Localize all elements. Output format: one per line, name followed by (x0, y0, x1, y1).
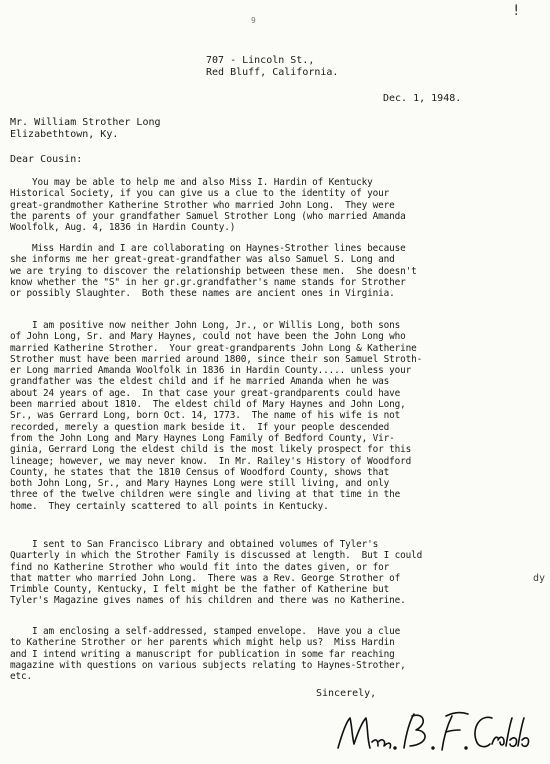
text-line: about 24 years of age. In that case your great-grandparents could have (10, 387, 401, 399)
text-line: married Katherine Strother. Your great-grandparents John Long & Katherine (10, 342, 417, 354)
text-line: three of the twelve children were single and living at that time in the (10, 489, 401, 501)
text-line: Tyler's Magazine gives names of his children and there was no Katherine. (10, 595, 406, 607)
closing: Sincerely, (316, 688, 377, 699)
text-line: Trimble County, Kentucky, I felt might be the father of Katherine but (10, 584, 390, 596)
text-line: been married about 1810. The eldest child of Mary Haynes and John Long, (10, 399, 406, 411)
signature-graphic (332, 704, 532, 760)
return-address-line: Red Bluff, California. (206, 67, 339, 78)
text-line: great-grandmother Katherine Strother who married John Long. They were (10, 199, 395, 211)
margin-handwritten-mark: dy (533, 573, 546, 584)
return-address (206, 55, 338, 79)
text-line: You may be able to help me and also Miss I. Hardin of Kentucky (10, 177, 373, 188)
paragraph-4 (10, 539, 550, 607)
handwritten-signature (332, 704, 532, 764)
text-line: to Katherine Strother or her parents which might help us? Miss Hardin (10, 637, 395, 649)
text-line: that matter who married John Long. There was a Rev. George Strother of (10, 572, 401, 584)
text-line: Sr., was Gerrard Long, born Oct. 14, 1773. The name of his wife is not (10, 410, 401, 422)
text-line: I am enclosing a self-addressed, stamped envelope. Have you a clue (10, 626, 401, 637)
text-line: Miss Hardin and I are collaborating on Haynes-Strother lines because (10, 243, 406, 254)
text-line: we are trying to discover the relationship between these men. She doesn't (10, 265, 417, 277)
text-line: she informs me her great-great-grandfather was also Samuel S. Long and (10, 254, 395, 266)
text-line: magazine with questions on various subjects relating to Haynes-Strother, (10, 659, 406, 671)
paragraph-2 (10, 243, 550, 299)
return-address-line: 707 - Lincoln St., (206, 55, 315, 66)
recipient-address (10, 117, 161, 141)
recipient-line: Elizabethtown, Ky. (10, 129, 119, 140)
text-line: home. They certainly scattered to all points in Kentucky. (10, 500, 329, 512)
text-line: County, he states that the 1810 Census of Woodford County, shows that (10, 466, 390, 478)
recipient-line: Mr. William Strother Long (10, 117, 161, 128)
text-line: lineage; however, we may never know. In Mr. Railey's History of Woodford (10, 455, 412, 467)
corner-mark: ! (512, 3, 521, 19)
text-line: both John Long, Sr., and Mary Haynes Long were still living, and only (10, 478, 390, 490)
page-number-mark: 9 (251, 16, 256, 25)
paragraph-1 (10, 177, 550, 233)
text-line: Strother must have been married around 1800, since their son Samuel Stroth- (10, 353, 423, 365)
text-line: of John Long, Sr. and Mary Haynes, could not have been the John Long who (10, 331, 406, 343)
text-line: I am positive now neither John Long, Jr., or Willis Long, both sons (10, 320, 401, 331)
salutation: Dear Cousin: (10, 154, 83, 165)
text-line: Woolfolk, Aug. 4, 1836 in Hardin County.) (10, 222, 236, 234)
text-line: and I intend writing a manuscript for publication in some far reaching (10, 648, 395, 660)
text-line: Historical Society, if you can give us a clue to the identity of your (10, 188, 390, 200)
paragraph-3 (10, 320, 550, 512)
text-line: find no Katherine Strother who would fit into the dates given, or for (10, 561, 390, 573)
paragraph-5 (10, 626, 550, 682)
text-line: grandfather was the eldest child and if he married Amanda when he was (10, 376, 390, 388)
text-line: know whether the "S" in her gr.gr.grandfather's name stands for Strother (10, 276, 406, 288)
text-line: recorded, merely a question mark beside it. If your people descended (10, 421, 390, 433)
text-line: ginia, Gerrard Long the eldest child is the most likely prospect for this (10, 444, 412, 456)
text-line: er Long married Amanda Woolfolk in 1836 in Hardin County..... unless your (10, 365, 412, 377)
text-line: Quarterly in which the Strother Family is discussed at length. But I could (10, 550, 423, 562)
text-line: or possibly Slaughter. Both these names are ancient ones in Virginia. (10, 288, 395, 300)
text-line: from the John Long and Mary Haynes Long Family of Bedford County, Vir- (10, 432, 395, 444)
text-line: etc. (10, 671, 32, 683)
letter-date: Dec. 1, 1948. (383, 93, 462, 104)
text-line: I sent to San Francisco Library and obtained volumes of Tyler's (10, 539, 379, 550)
text-line: the parents of your grandfather Samuel Strother Long (who married Amanda (10, 210, 406, 222)
